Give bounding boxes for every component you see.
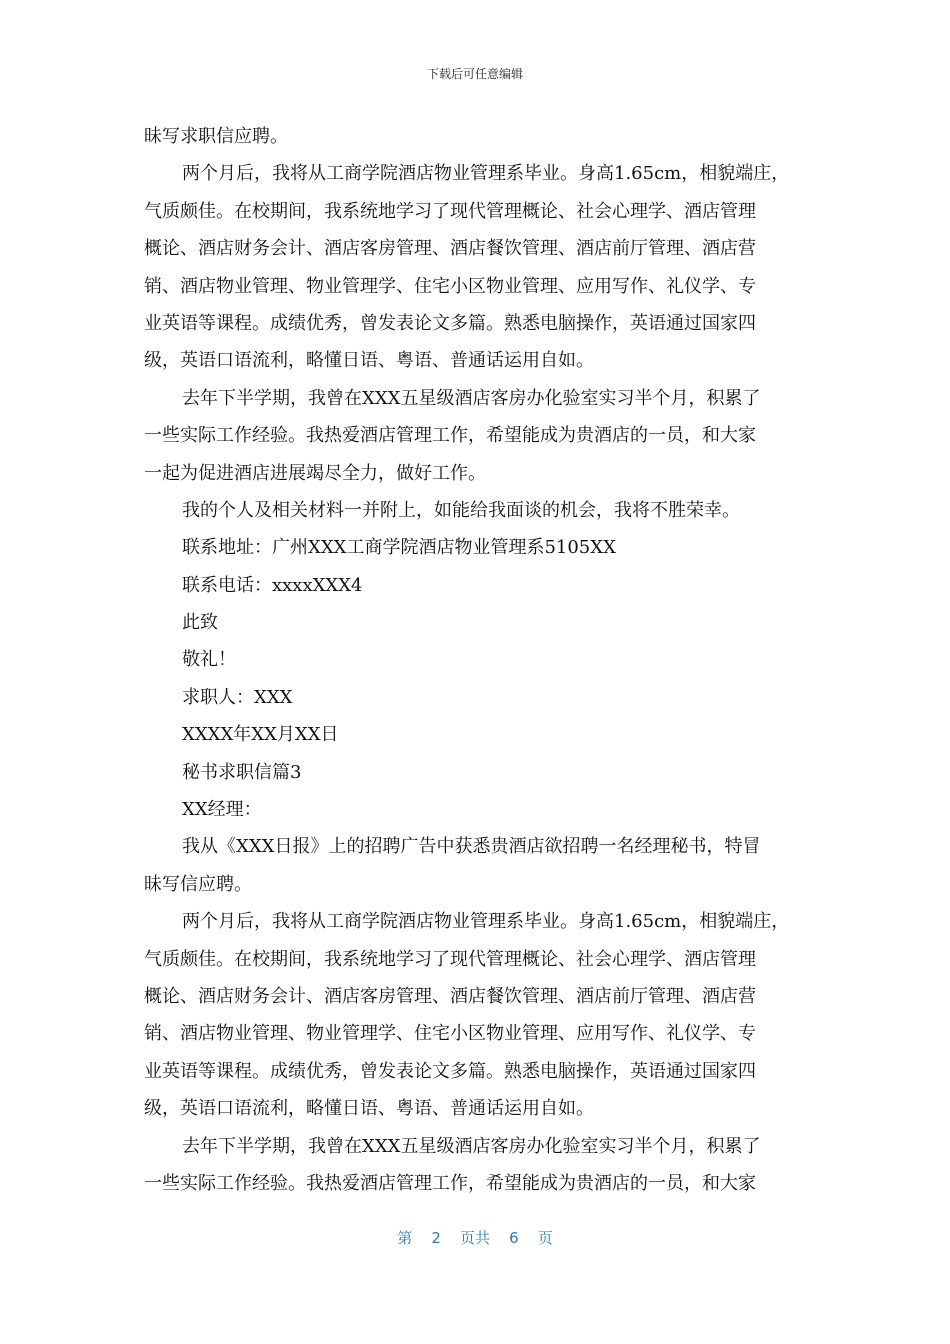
- page-header: [0, 66, 950, 82]
- text-line: 业英语等课程。成绩优秀，曾发表论文多篇。熟悉电脑操作，英语通过国家四: [144, 312, 756, 334]
- text-line: 去年下半学期，我曾在XXX五星级酒店客房办化验室实习半个月，积累了: [182, 1135, 761, 1157]
- text-line: 两个月后，我将从工商学院酒店物业管理系毕业。身高1.65cm，相貌端庄，: [182, 911, 790, 933]
- text-line: XX经理：: [182, 799, 262, 821]
- text-line: 昧写求职信应聘。: [144, 126, 288, 147]
- text-line: 气质颇佳。在校期间，我系统地学习了现代管理概论、社会心理学、酒店管理: [144, 200, 756, 222]
- text-line: 级，英语口语流利，略懂日语、粤语、普通话运用自如。: [144, 350, 594, 372]
- text-line: XXXX年XX月XX日: [182, 724, 339, 746]
- page-footer: [0, 1228, 950, 1248]
- text-line: 一些实际工作经验。我热爱酒店管理工作，希望能成为贵酒店的一员，和大家: [144, 425, 756, 447]
- text-line: 联系电话：xxxxXXX4: [182, 574, 363, 596]
- text-line: 我从《XXX日报》上的招聘广告中获悉贵酒店欲招聘一名经理秘书，特冒: [182, 836, 761, 858]
- text-line: 此致: [182, 612, 218, 634]
- footer-prefix: 第: [397, 1229, 413, 1247]
- text-line: 一起为促进酒店进展竭尽全力，做好工作。: [144, 462, 486, 484]
- text-line: 一些实际工作经验。我热爱酒店管理工作，希望能成为贵酒店的一员，和大家: [144, 1172, 756, 1194]
- document-body: [144, 118, 814, 1202]
- text-line: 级，英语口语流利，略懂日语、粤语、普通话运用自如。: [144, 1098, 594, 1120]
- header-text: 下载后可任意编辑: [426, 67, 523, 81]
- footer-page-number: 2: [431, 1229, 441, 1247]
- text-line: 求职人：XXX: [182, 686, 293, 708]
- text-line: 概论、酒店财务会计、酒店客房管理、酒店餐饮管理、酒店前厅管理、酒店营: [144, 238, 756, 260]
- text-line: 秘书求职信篇3: [182, 761, 302, 783]
- text-line: 销、酒店物业管理、物业管理学、住宅小区物业管理、应用写作、礼仪学、专: [144, 275, 756, 297]
- text-line: 业英语等课程。成绩优秀，曾发表论文多篇。熟悉电脑操作，英语通过国家四: [144, 1060, 756, 1082]
- footer-total-pages: 6: [509, 1229, 519, 1247]
- text-line: 昧写信应聘。: [144, 873, 252, 895]
- text-line: 去年下半学期，我曾在XXX五星级酒店客房办化验室实习半个月，积累了: [182, 387, 761, 409]
- text-line: 我的个人及相关材料一并附上，如能给我面谈的机会，我将不胜荣幸。: [182, 499, 740, 521]
- text-line: 两个月后，我将从工商学院酒店物业管理系毕业。身高1.65cm，相貌端庄，: [182, 163, 790, 185]
- footer-suffix: 页: [537, 1229, 553, 1247]
- text-line: 销、酒店物业管理、物业管理学、住宅小区物业管理、应用写作、礼仪学、专: [144, 1023, 756, 1045]
- text-line: 联系地址：广州XXX工商学院酒店物业管理系5105XX: [182, 537, 616, 559]
- text-line: 气质颇佳。在校期间，我系统地学习了现代管理概论、社会心理学、酒店管理: [144, 948, 756, 970]
- footer-middle: 页共: [459, 1229, 490, 1247]
- text-line: 概论、酒店财务会计、酒店客房管理、酒店餐饮管理、酒店前厅管理、酒店营: [144, 985, 756, 1007]
- text-line: 敬礼！: [182, 649, 236, 671]
